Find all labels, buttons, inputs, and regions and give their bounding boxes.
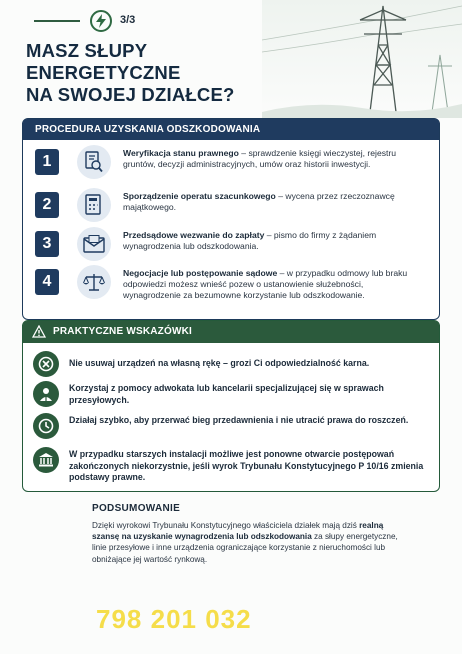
calculator-report-icon (77, 188, 111, 222)
clock-icon (33, 413, 59, 439)
tips-heading (23, 321, 439, 343)
procedure-section (22, 118, 440, 320)
title-line: MASZ SŁUPY (26, 40, 148, 61)
step-text: – sprawdzenie księgi wieczystej, rejestru gruntów, decyzji administracyjnych, umów oraz historii inwestycji. (123, 148, 397, 169)
summary-text-highlight: realną szansę na uzyskanie wynagrodzenia lub odszkodowania (92, 521, 384, 542)
phone-number[interactable]: 798 201 032 (96, 604, 252, 634)
courthouse-icon (33, 447, 59, 473)
document-search-icon (77, 145, 111, 179)
page-title (26, 40, 286, 106)
step-number: 4 (35, 269, 59, 295)
procedure-heading: PROCEDURA UZYSKANIA ODSZKODOWANIA (23, 119, 439, 140)
step-text: – w przypadku odmowy lub braku odpowiedzi możesz wnieść pozew o ustanowienie służebności, wynagrodzenie za bezumowne korzystanie lub odszkodowanie. (123, 268, 408, 300)
page-indicator: 3/3 (120, 14, 136, 26)
step-title: Sporządzenie operatu szacunkowego (123, 191, 276, 201)
tips-heading-text: PRAKTYCZNE WSKAZÓWKI (53, 326, 192, 337)
step-number: 1 (35, 149, 59, 175)
title-line: ENERGETYCZNE (26, 62, 181, 83)
header-rule (34, 20, 80, 22)
summary-text-part: Dzięki wyrokowi Trybunału Konstytucyjnego właściciela działek mają dziś (92, 521, 360, 530)
warning-icon (32, 325, 46, 338)
step-description (123, 230, 423, 252)
tip-text: Nie usuwaj urządzeń na własną rękę – grozi Ci odpowiedzialność karna. (69, 358, 370, 368)
envelope-icon (77, 227, 111, 261)
step-title: Przedsądowe wezwanie do zapłaty (123, 230, 265, 240)
scales-icon (77, 265, 111, 299)
step-description (123, 191, 423, 213)
tips-section (22, 320, 440, 492)
step-number: 3 (35, 231, 59, 257)
lightning-bolt-icon (90, 10, 112, 32)
step-title: Negocjacje lub postępowanie sądowe (123, 268, 278, 278)
lawyer-icon (33, 381, 59, 407)
title-line: NA SWOJEJ DZIAŁCE? (26, 84, 235, 105)
step-text: – pismo do firmy z żądaniem wynagrodzenia lub odszkodowania. (123, 230, 377, 251)
summary-heading: PODSUMOWANIE (92, 503, 181, 514)
prohibited-icon (33, 351, 59, 377)
summary-text (92, 520, 402, 565)
power-pylon-illustration (262, 0, 462, 118)
step-description (123, 148, 423, 170)
step-title: Weryfikacja stanu prawnego (123, 148, 239, 158)
tip-text: Korzystaj z pomocy adwokata lub kancelarii specjalizującej się w sprawach przesyłowych. (69, 383, 384, 405)
step-description (123, 268, 423, 301)
tip-text: Działaj szybko, aby przerwać bieg przedawnienia i nie utracić prawa do roszczeń. (69, 415, 409, 425)
summary-text-part: za słupy energetyczne, linie przesyłowe i inne urządzenia ograniczające korzystanie z nieruchomości lub obniżające jej wartość rynkową. (92, 532, 398, 564)
step-number: 2 (35, 192, 59, 218)
tip-text: W przypadku starszych instalacji możliwe jest ponowne otwarcie postępowań zakończonych niekorzystnie, jeśli wyrok Trybunału Konstytucyjnego P 10/16 zmienia podstawy prawne. (69, 449, 424, 482)
step-text: – wycena przez rzeczoznawcę majątkowego. (123, 191, 395, 212)
